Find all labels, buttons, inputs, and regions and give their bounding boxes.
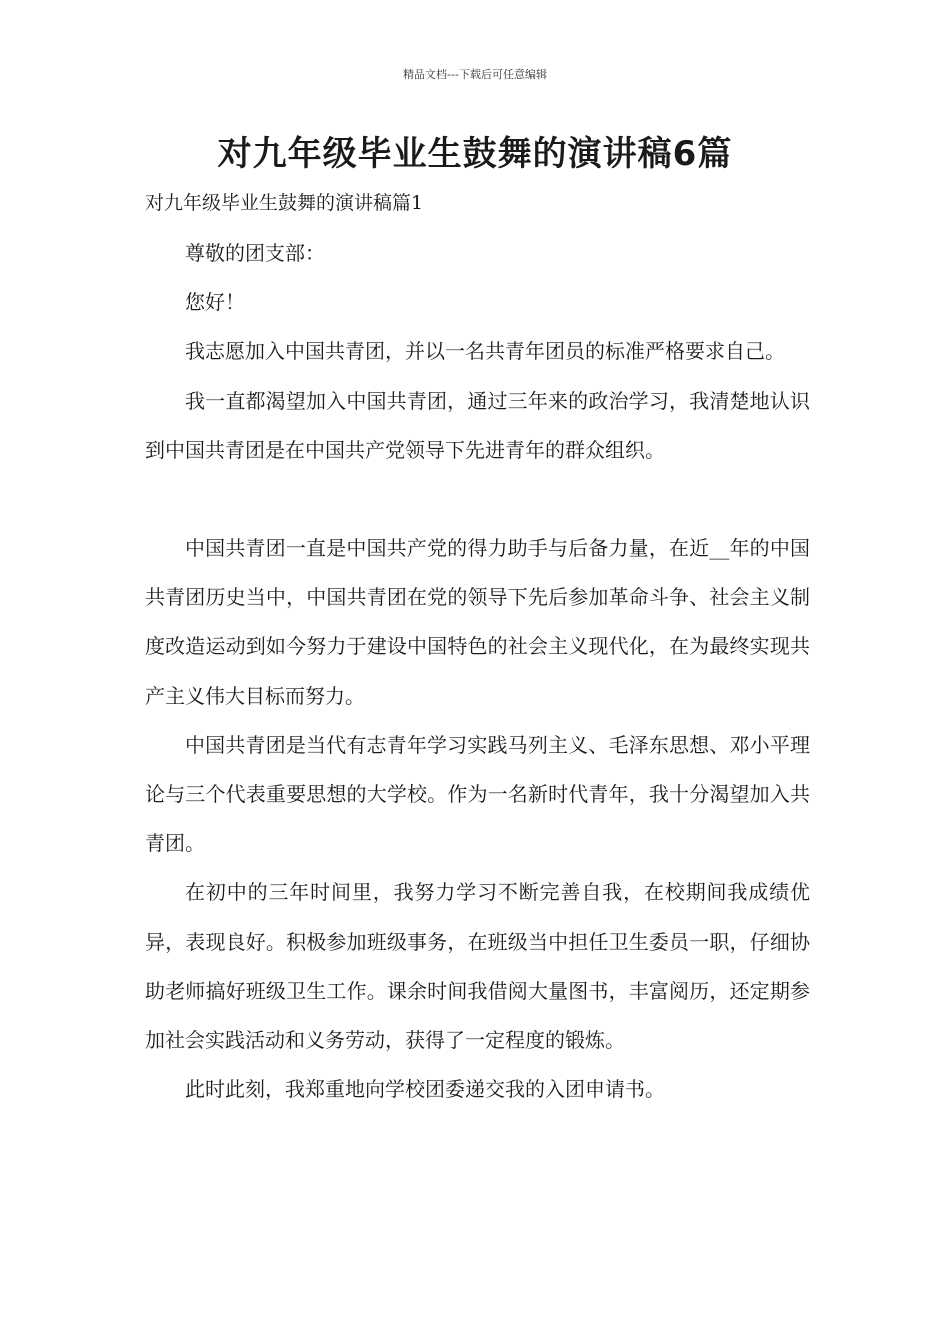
document-body (145, 229, 810, 1114)
paragraph: 此时此刻，我郑重地向学校团委递交我的入团申请书。 (185, 1077, 665, 1102)
paragraph: 中国共青团一直是中国共产党的得力助手与后备力量，在近__年的中国共青团历史当中，中国共青团在党的领导下先后参加革命斗争、社会主义制度改造运动到如今努力于建设中国特色的社会主义现代化，在为最终实现共产主义伟大目标而努力。 (145, 536, 810, 708)
paragraph: 中国共青团是当代有志青年学习实践马列主义、毛泽东思想、邓小平理论与三个代表重要思想的大学校。作为一名新时代青年，我十分渴望加入共青团。 (145, 732, 810, 856)
paragraph: 我志愿加入中国共青团，并以一名共青年团员的标准严格要求自己。 (185, 339, 785, 364)
section-heading: 对九年级毕业生鼓舞的演讲稿篇1 (145, 192, 424, 214)
paragraph-salutation: 尊敬的团支部： (185, 241, 325, 265)
header-note: 精品文档---下载后可任意编辑 (403, 68, 547, 81)
paragraph-greeting: 您好！ (185, 290, 245, 315)
paragraph: 我一直都渴望加入中国共青团，通过三年来的政治学习，我清楚地认识到中国共青团是在中国共产党领导下先进青年的群众组织。 (145, 388, 810, 462)
paragraph: 在初中的三年时间里，我努力学习不断完善自我，在校期间我成绩优异，表现良好。积极参加班级事务，在班级当中担任卫生委员一职，仔细协助老师搞好班级卫生工作。课余时间我借阅大量图书，丰富阅历，还定期参加社会实践活动和义务劳动，获得了一定程度的锻炼。 (145, 880, 810, 1053)
document-title: 对九年级毕业生鼓舞的演讲稿6篇 (217, 134, 733, 174)
